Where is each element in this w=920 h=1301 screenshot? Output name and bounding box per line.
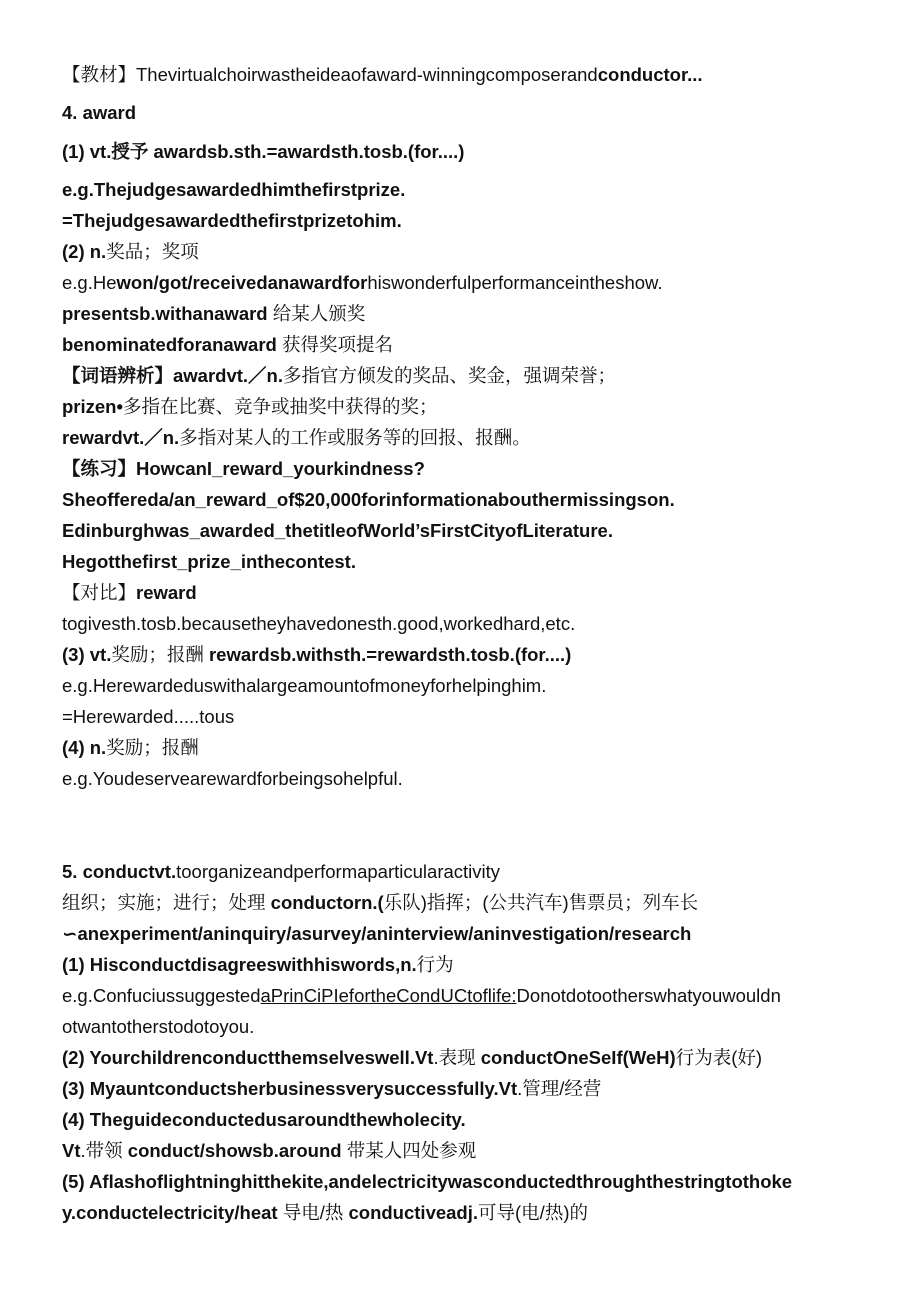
conduct-sense-1: (1) Hisconductdisagreeswithhiswords,n.行为 <box>62 954 454 975</box>
conduct-collocations: ∽anexperiment/aninquiry/asurvey/aninterview/aninvestigation/research <box>62 923 692 944</box>
word-analysis-reward: rewardvt.／n.多指对某人的工作或服务等的回报、报酬。 <box>62 427 531 448</box>
award-vt-definition: (1) vt.授予 awardsb.sth.=awardsth.tosb.(for....) <box>62 141 465 162</box>
word-analysis-prize: prizen•多指在比赛、竞争或抽奖中获得的奖； <box>62 396 438 417</box>
conduct-sense-4: (4) Theguideconductedusaroundthewholecity. <box>62 1109 466 1130</box>
award-example-2: =Thejudgesawardedthefirstprizetohim. <box>62 210 402 231</box>
reward-noun-definition: (4) n.奖励；报酬 <box>62 737 199 758</box>
section-heading-award: 4. award <box>62 102 137 123</box>
section-heading-conduct: 5. conductvt.toorganizeandperformaparticularactivity <box>62 861 501 882</box>
award-noun-example: e.g.Hewon/got/receivedanawardforhiswonderfulperformanceintheshow. <box>62 272 663 293</box>
reward-vt-definition: (3) vt.奖励；报酬 rewardsb.withsth.=rewardsth.tosb.(for....) <box>62 644 572 665</box>
reward-example-2: =Herewarded.....tous <box>62 706 235 727</box>
conduct-example-1: e.g.ConfuciussuggestedaPrinCiPIefortheCondUCtoflife:Donotdotootherswhatyouwouldn <box>62 985 781 1006</box>
conduct-sense-5-cont: y.conductelectricity/heat 导电/热 conductiveadj.可导(电/热)的 <box>62 1202 588 1223</box>
exercise-3: Edinburghwas_awarded_thetitleofWorld’sFirstCityofLiterature. <box>62 520 613 541</box>
contrast-heading: 【对比】reward <box>62 582 197 603</box>
reward-example-1: e.g.Herewardeduswithalargeamountofmoneyforhelpinghim. <box>62 675 547 696</box>
phrase-present-award: presentsb.withanaward 给某人颁奖 <box>62 303 366 324</box>
conduct-sense-2: (2) Yourchildrenconductthemselveswell.Vt.表现 conductOneSeIf(WeH)行为表(好) <box>62 1047 763 1068</box>
textbook-line: 【教材】Thevirtualchoirwastheideaofaward-winningcomposerandconductor... <box>62 64 703 85</box>
word-analysis-award: 【词语辨析】awardvt.／n.多指官方倾发的奖品、奖金，强调荣誉； <box>62 365 617 386</box>
exercise-1: 【练习】HowcanI_reward_yourkindness? <box>62 458 425 479</box>
conduct-meanings: 组织；实施；进行；处理 conductorn.(乐队)指挥；(公共汽车)售票员；列车长 <box>62 892 699 913</box>
exercise-2: Sheoffereda/an_reward_of$20,000forinformationabouthermissingson. <box>62 489 675 510</box>
exercise-4: Hegotthefirst_prize_inthecontest. <box>62 551 356 572</box>
conduct-example-1-cont: otwantotherstodotoyou. <box>62 1016 255 1037</box>
reward-noun-example: e.g.Youdeservearewardforbeingsohelpful. <box>62 768 403 789</box>
conduct-sense-3: (3) Myauntconductsherbusinessverysuccessfully.Vt.管理/经营 <box>62 1078 602 1099</box>
conduct-sense-4-note: Vt.带领 conduct/showsb.around 带某人四处参观 <box>62 1140 477 1161</box>
phrase-nominated: benominatedforanaward 获得奖项提名 <box>62 334 393 355</box>
conduct-sense-5: (5) Aflashoflightninghitthekite,andelectricitywasconductedthroughthestringtothoke <box>62 1171 793 1192</box>
award-noun-definition: (2) n.奖品；奖项 <box>62 241 199 262</box>
reward-definition: togivesth.tosb.becausetheyhavedonesth.good,workedhard,etc. <box>62 613 576 634</box>
award-example-1: e.g.Thejudgesawardedhimthefirstprize. <box>62 179 406 200</box>
